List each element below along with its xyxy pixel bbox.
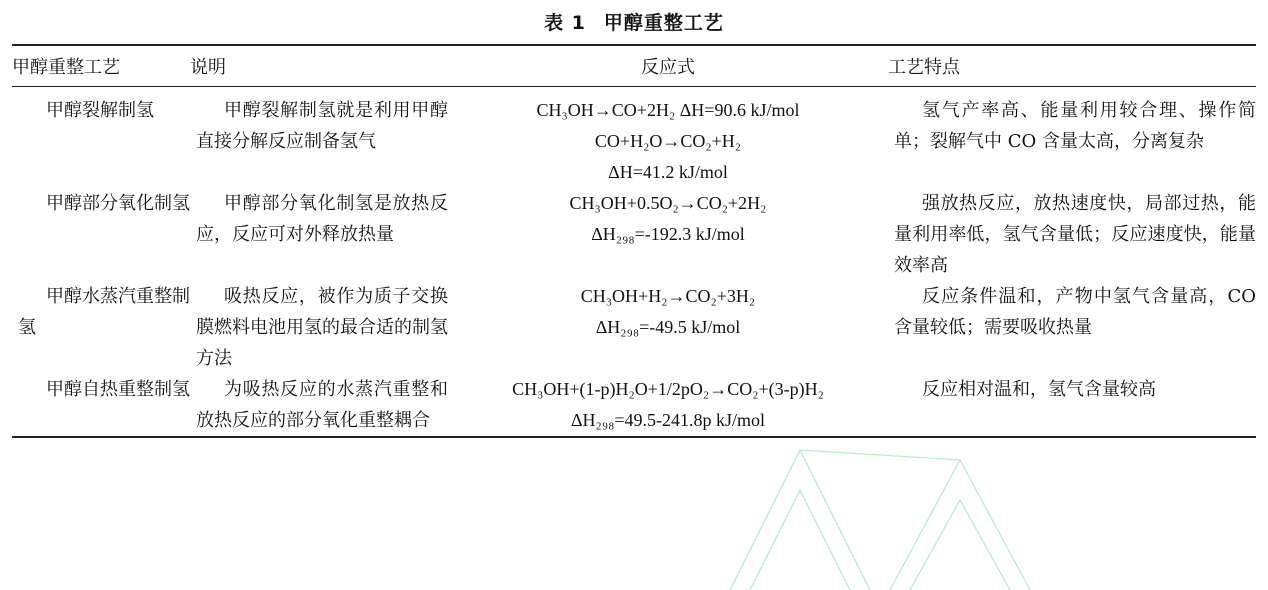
table-number: 表 1 bbox=[544, 12, 586, 34]
table-row bbox=[12, 188, 1256, 281]
header-equation: 反应式 bbox=[641, 57, 695, 77]
equation-line: ΔH₂₉₈=-49.5 kJ/mol bbox=[595, 317, 741, 337]
equation-line: ΔH₂₉₈=-192.3 kJ/mol bbox=[591, 224, 745, 244]
equation-line: ΔH=41.2 kJ/mol bbox=[608, 162, 728, 182]
process-description: 吸热反应，被作为质子交换膜燃料电池用氢的最合适的制氢方法 bbox=[196, 286, 448, 369]
table-row bbox=[12, 281, 1256, 374]
process-name: 甲醇部分氧化制氢 bbox=[46, 193, 190, 214]
equation-line: CH₃OH+H₂→CO₂+3H₂ bbox=[580, 286, 756, 306]
table-title: 甲醇重整工艺 bbox=[603, 12, 724, 34]
methanol-reforming-table bbox=[12, 44, 1256, 438]
equation-line: CH₃OH+(1-p)H₂O+1/2pO₂→CO₂+(3-p)H₂ bbox=[512, 379, 824, 399]
process-description: 甲醇裂解制氢就是利用甲醇直接分解反应制备氢气 bbox=[196, 100, 448, 152]
process-name: 甲醇裂解制氢 bbox=[46, 100, 154, 121]
header-features: 工艺特点 bbox=[888, 57, 960, 78]
equation-line: CO+H₂O→CO₂+H₂ bbox=[594, 131, 742, 151]
process-features: 反应相对温和，氢气含量较高 bbox=[922, 379, 1156, 400]
table-row bbox=[12, 87, 1256, 189]
table-row bbox=[12, 374, 1256, 437]
equation-line: ΔH₂₉₈=49.5-241.8p kJ/mol bbox=[570, 410, 766, 430]
process-features: 氢气产率高、能量利用较合理、操作简单；裂解气中 CO 含量太高，分离复杂 bbox=[894, 100, 1256, 152]
header-process: 甲醇重整工艺 bbox=[12, 57, 120, 78]
process-features: 反应条件温和，产物中氢气含量高，CO 含量较低；需要吸收热量 bbox=[894, 286, 1256, 338]
equation-line: CH₃OH+0.5O₂→CO₂+2H₂ bbox=[569, 193, 767, 213]
equation-line: CH₃OH→CO+2H₂ ΔH=90.6 kJ/mol bbox=[536, 100, 800, 120]
table-header-row bbox=[12, 45, 1256, 87]
process-features: 强放热反应，放热速度快，局部过热，能量利用率低，氢气含量低；反应速度快，能量效率高 bbox=[894, 193, 1256, 276]
process-description: 为吸热反应的水蒸汽重整和放热反应的部分氧化重整耦合 bbox=[196, 379, 448, 431]
table-caption bbox=[0, 8, 1268, 35]
process-name: 甲醇水蒸汽重整制氢 bbox=[18, 286, 190, 338]
header-description: 说明 bbox=[190, 57, 226, 78]
process-description: 甲醇部分氧化制氢是放热反应，反应可对外释放热量 bbox=[196, 193, 448, 245]
watermark-graphic bbox=[690, 430, 1090, 590]
process-name: 甲醇自热重整制氢 bbox=[46, 379, 190, 400]
